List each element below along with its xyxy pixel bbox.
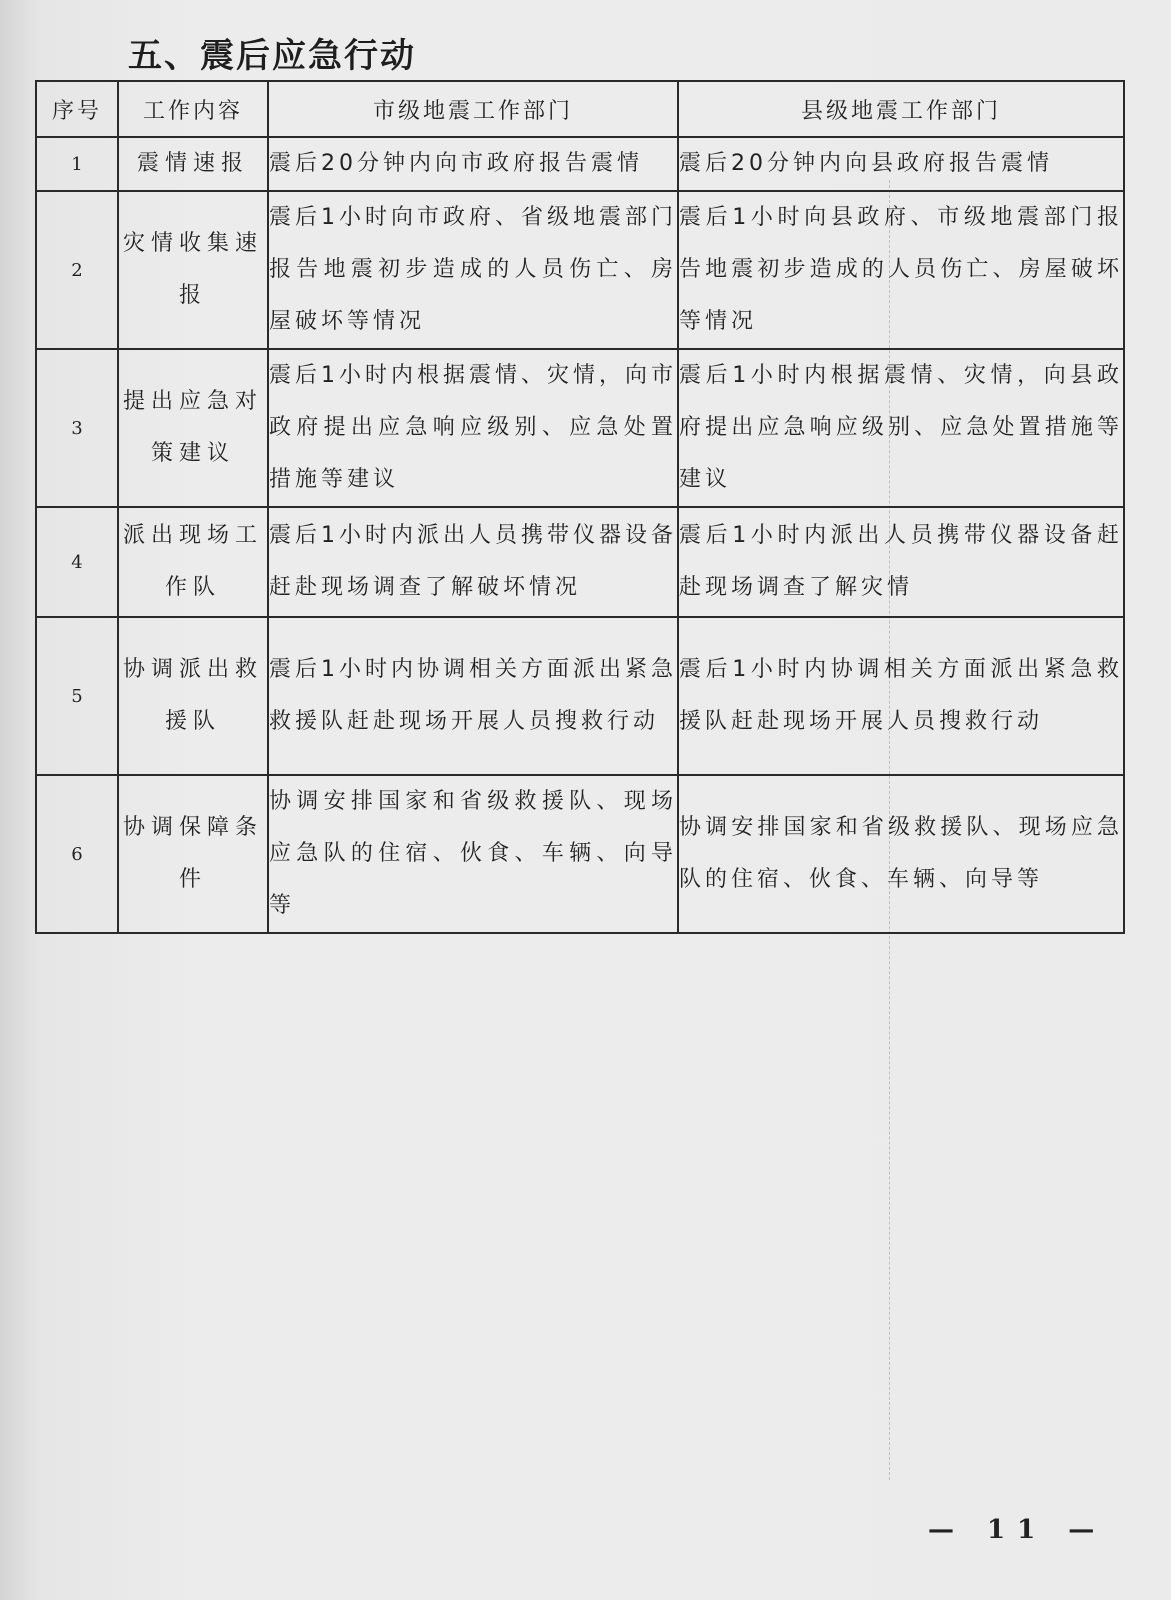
row-county-task: 震后1小时向县政府、市级地震部门报告地震初步造成的人员伤亡、房屋破坏等情况	[678, 191, 1124, 349]
table-row	[36, 349, 1124, 507]
section-title: 五、震后应急行动	[128, 36, 416, 76]
table-row	[36, 507, 1124, 617]
row-number: 2	[36, 191, 118, 349]
row-topic: 提出应急对策建议	[118, 349, 268, 507]
row-city-task: 协调安排国家和省级救援队、现场应急队的住宿、伙食、车辆、向导等	[268, 775, 678, 933]
row-number: 6	[36, 775, 118, 933]
row-city-task: 震后20分钟内向市政府报告震情	[268, 137, 678, 191]
header-city: 市级地震工作部门	[268, 81, 678, 137]
row-county-task: 震后1小时内协调相关方面派出紧急救援队赶赴现场开展人员搜救行动	[678, 617, 1124, 775]
row-topic: 协调保障条件	[118, 775, 268, 933]
row-county-task: 震后1小时内根据震情、灾情，向县政府提出应急响应级别、应急处置措施等建议	[678, 349, 1124, 507]
header-county: 县级地震工作部门	[678, 81, 1124, 137]
row-city-task: 震后1小时向市政府、省级地震部门报告地震初步造成的人员伤亡、房屋破坏等情况	[268, 191, 678, 349]
row-county-task: 震后1小时内派出人员携带仪器设备赶赴现场调查了解灾情	[678, 507, 1124, 617]
row-county-task: 震后20分钟内向县政府报告震情	[678, 137, 1124, 191]
table-row	[36, 617, 1124, 775]
row-city-task: 震后1小时内根据震情、灾情，向市政府提出应急响应级别、应急处置措施等建议	[268, 349, 678, 507]
table-row	[36, 137, 1124, 191]
row-county-task: 协调安排国家和省级救援队、现场应急队的住宿、伙食、车辆、向导等	[678, 775, 1124, 933]
row-number: 3	[36, 349, 118, 507]
header-no: 序号	[36, 81, 118, 137]
page-number: — 11 —	[928, 1515, 1107, 1545]
header-topic: 工作内容	[118, 81, 268, 137]
row-city-task: 震后1小时内协调相关方面派出紧急救援队赶赴现场开展人员搜救行动	[268, 617, 678, 775]
row-topic: 派出现场工作队	[118, 507, 268, 617]
row-number: 5	[36, 617, 118, 775]
row-number: 4	[36, 507, 118, 617]
row-topic: 灾情收集速报	[118, 191, 268, 349]
row-topic: 震情速报	[118, 137, 268, 191]
row-number: 1	[36, 137, 118, 191]
table-row	[36, 191, 1124, 349]
row-city-task: 震后1小时内派出人员携带仪器设备赶赴现场调查了解破坏情况	[268, 507, 678, 617]
emergency-action-table	[35, 80, 1125, 934]
table-row	[36, 775, 1124, 933]
row-topic: 协调派出救援队	[118, 617, 268, 775]
table-header-row	[36, 81, 1124, 137]
